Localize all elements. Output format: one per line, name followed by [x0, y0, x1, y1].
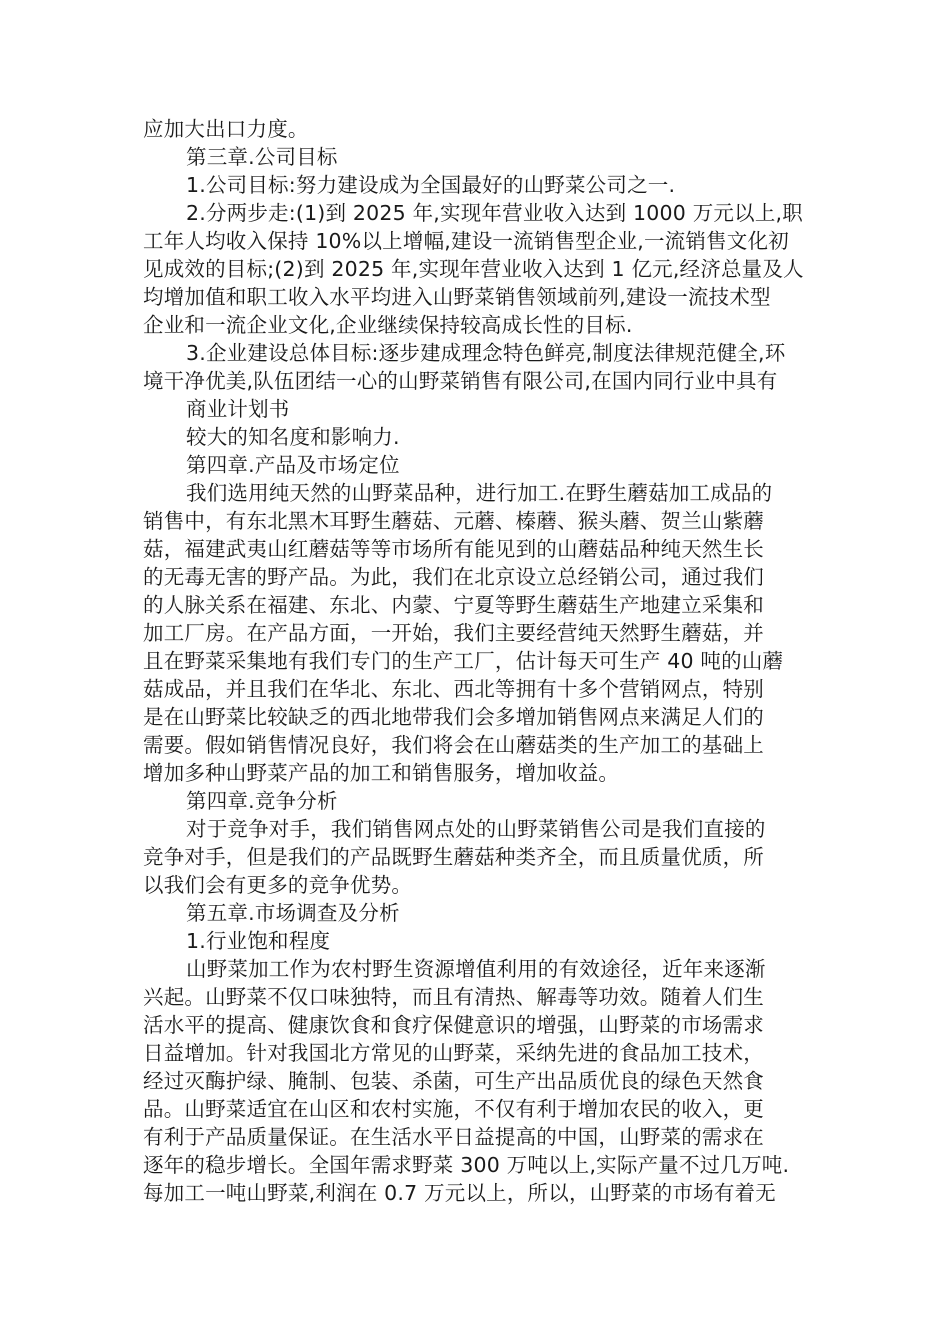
text-line: 企业和一流企业文化,企业继续保持较高成长性的目标.	[143, 313, 633, 337]
text-line: 工年人均收入保持 10%以上增幅,建设一流销售型企业,一流销售文化初	[143, 229, 789, 253]
text-line: 3.企业建设总体目标:逐步建成理念特色鲜亮,制度法律规范健全,环	[186, 341, 786, 365]
text-line: 我们选用纯天然的山野菜品种，进行加工.在野生蘑菇加工成品的	[186, 481, 773, 505]
text-line: 第四章.产品及市场定位	[186, 453, 400, 477]
text-line: 较大的知名度和影响力.	[186, 425, 400, 449]
text-line: 菇成品，并且我们在华北、东北、西北等拥有十多个营销网点，特别	[143, 677, 764, 701]
text-line: 应加大出口力度。	[143, 117, 309, 141]
text-line: 商业计划书	[186, 397, 290, 421]
text-line: 每加工一吨山野菜,利润在 0.7 万元以上，所以，山野菜的市场有着无	[143, 1181, 776, 1205]
text-line: 增加多种山野菜产品的加工和销售服务，增加收益。	[143, 761, 620, 785]
text-line: 日益增加。针对我国北方常见的山野菜，采纳先进的食品加工技术，	[143, 1041, 764, 1065]
text-line: 第五章.市场调查及分析	[186, 901, 400, 925]
text-line: 1.公司目标:努力建设成为全国最好的山野菜公司之一.	[186, 173, 676, 197]
text-line: 1.行业饱和程度	[186, 929, 331, 953]
text-line: 对于竞争对手，我们销售网点处的山野菜销售公司是我们直接的	[186, 817, 766, 841]
text-line: 销售中，有东北黑木耳野生蘑菇、元蘑、榛蘑、猴头蘑、贺兰山紫蘑	[143, 509, 764, 533]
text-line: 活水平的提高、健康饮食和食疗保健意识的增强，山野菜的市场需求	[143, 1013, 764, 1037]
text-line: 的人脉关系在福建、东北、内蒙、宁夏等野生蘑菇生产地建立采集和	[143, 593, 764, 617]
text-line: 是在山野菜比较缺乏的西北地带我们会多增加销售网点来满足人们的	[143, 705, 764, 729]
text-line: 竞争对手，但是我们的产品既野生蘑菇种类齐全，而且质量优质，所	[143, 845, 764, 869]
text-line: 品。山野菜适宜在山区和农村实施，不仅有利于增加农民的收入，更	[143, 1097, 764, 1121]
text-line: 山野菜加工作为农村野生资源增值利用的有效途径，近年来逐渐	[186, 957, 766, 981]
text-line: 第三章.公司目标	[186, 145, 338, 169]
text-line: 经过灭酶护绿、腌制、包装、杀菌，可生产出品质优良的绿色天然食	[143, 1069, 764, 1093]
text-line: 菇，福建武夷山红蘑菇等等市场所有能见到的山蘑菇品种纯天然生长	[143, 537, 764, 561]
text-line: 逐年的稳步增长。全国年需求野菜 300 万吨以上,实际产量不过几万吨.	[143, 1153, 790, 1177]
text-line: 兴起。山野菜不仅口味独特，而且有清热、解毒等功效。随着人们生	[143, 985, 764, 1009]
text-line: 见成效的目标;(2)到 2025 年,实现年营业收入达到 1 亿元,经济总量及人	[143, 257, 804, 281]
text-line: 均增加值和职工收入水平均进入山野菜销售领域前列,建设一流技术型	[143, 285, 771, 309]
text-line: 需要。假如销售情况良好，我们将会在山蘑菇类的生产加工的基础上	[143, 733, 764, 757]
text-line: 的无毒无害的野产品。为此，我们在北京设立总经销公司，通过我们	[143, 565, 764, 589]
document-body	[143, 115, 809, 1207]
text-line: 有利于产品质量保证。在生活水平日益提高的中国，山野菜的需求在	[143, 1125, 764, 1149]
text-line: 境干净优美,队伍团结一心的山野菜销售有限公司,在国内同行业中具有	[143, 369, 778, 393]
text-line: 以我们会有更多的竞争优势。	[143, 873, 413, 897]
text-line: 加工厂房。在产品方面，一开始，我们主要经营纯天然野生蘑菇，并	[143, 621, 764, 645]
text-line: 2.分两步走:(1)到 2025 年,实现年营业收入达到 1000 万元以上,职	[186, 201, 803, 225]
text-line: 第四章.竞争分析	[186, 789, 338, 813]
text-line: 且在野菜采集地有我们专门的生产工厂，估计每天可生产 40 吨的山蘑	[143, 649, 784, 673]
